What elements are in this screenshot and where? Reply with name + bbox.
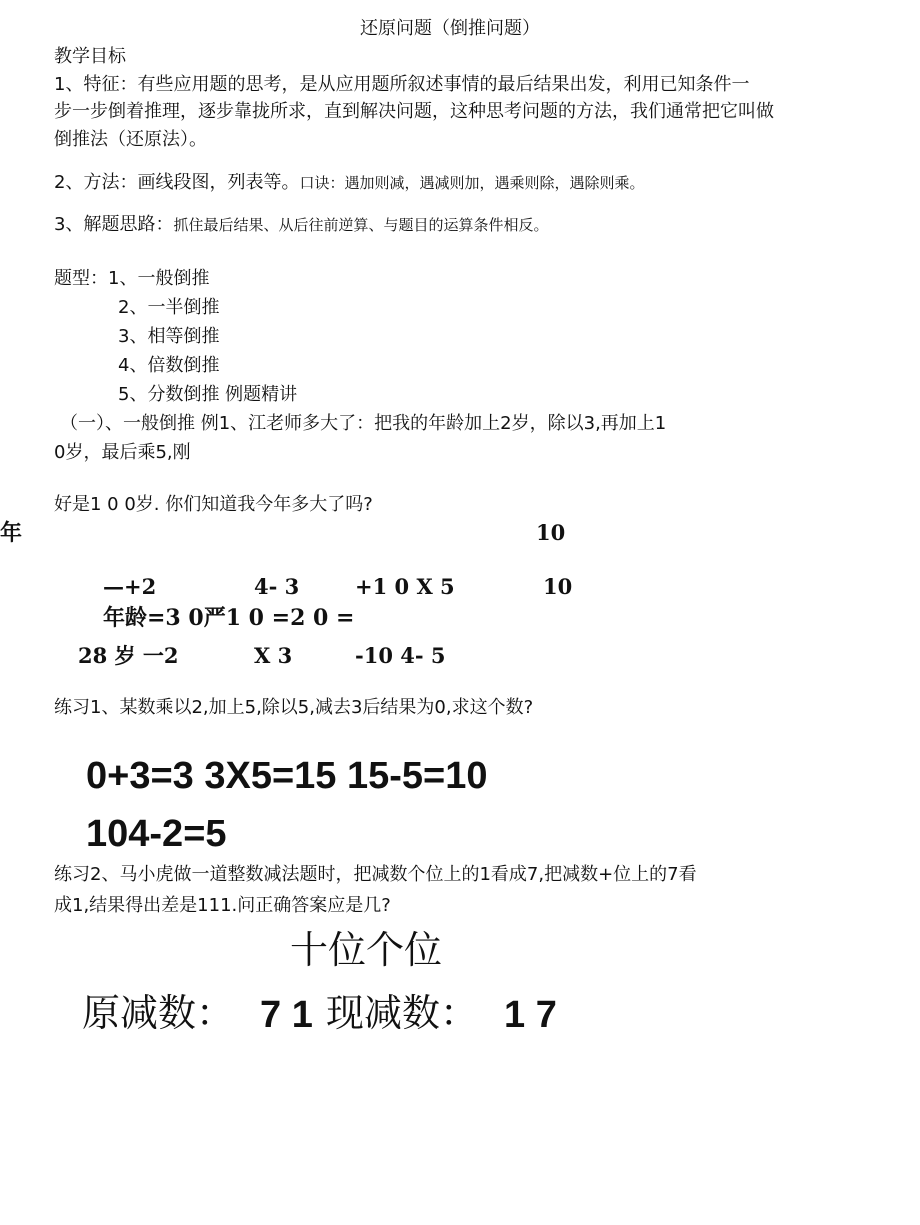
diagram-top-right-value: 10 bbox=[536, 520, 566, 545]
diagram-row1-c: +1 0 X 5 bbox=[355, 574, 455, 599]
diagram-row2: 年龄=3 0严1 0 =2 0 = bbox=[103, 605, 355, 631]
current-subtrahend-value: 1 7 bbox=[504, 994, 557, 1036]
goals-heading: 教学目标 bbox=[54, 46, 126, 67]
type-item-3: 3、相等倒推 bbox=[118, 326, 220, 347]
diagram-row3-c: -10 4- 5 bbox=[355, 643, 446, 668]
example1-line1: （一）、一般倒推 例1、江老师多大了：把我的年龄加上2岁，除以3,再加上1 bbox=[60, 413, 667, 434]
goal1-line1: 1、特征：有些应用题的思考，是从应用题所叙述事情的最后结果出发，利用已知条件一 bbox=[54, 74, 750, 95]
current-subtrahend-label: 现减数： bbox=[326, 991, 479, 1035]
goal3-line bbox=[54, 214, 548, 236]
type-item-5: 5、分数倒推 例题精讲 bbox=[118, 384, 298, 405]
type-item-2: 2、一半倒推 bbox=[118, 297, 220, 318]
type-item-4: 4、倍数倒推 bbox=[118, 355, 220, 376]
diagram-left-char: 年 bbox=[0, 520, 23, 546]
practice1-calc-line1: 0+3=3 3X5=15 15-5=10 bbox=[86, 755, 488, 797]
practice2-line1: 练习2、马小虎做一道整数减法题时，把减数个位上的1看成7,把减数+位上的7看 bbox=[54, 864, 697, 885]
original-subtrahend-value: 7 1 bbox=[260, 994, 313, 1036]
original-subtrahend-label: 原减数： bbox=[82, 991, 235, 1035]
goal2-small: 口诀：遇加则减，遇减则加，遇乘则除，遇除则乘。 bbox=[299, 174, 645, 192]
goal1-line2: 步一步倒着推理，逐步靠拢所求，直到解决问题，这种思考问题的方法，我们通常把它叫做 bbox=[54, 101, 774, 122]
page-title: 还原问题（倒推问题） bbox=[360, 18, 540, 39]
goal1-line3: 倒推法（还原法）。 bbox=[54, 129, 207, 150]
practice1-calc-line2: 104-2=5 bbox=[86, 813, 227, 855]
diagram-row1-a: —+2 bbox=[103, 574, 157, 599]
place-value-header: 十位个位 bbox=[290, 928, 443, 972]
diagram-row3-a: 28 岁 一2 bbox=[78, 643, 179, 668]
diagram-row3-b: X 3 bbox=[254, 643, 293, 668]
diagram-row1-d: 10 bbox=[543, 574, 573, 599]
example1-line2: 0岁，最后乘5,刚 bbox=[54, 442, 191, 463]
goal3-main: 3、解题思路： bbox=[54, 214, 174, 235]
types-heading: 题型：1、一般倒推 bbox=[54, 268, 210, 289]
diagram-row1-b: 4- 3 bbox=[254, 574, 300, 599]
practice2-line2: 成1,结果得出差是111.问正确答案应是几? bbox=[54, 895, 391, 916]
goal2-main: 2、方法：画线段图，列表等。 bbox=[54, 172, 300, 193]
goal3-small: 抓住最后结果、从后往前逆算、与题目的运算条件相反。 bbox=[173, 216, 549, 234]
goal2-line bbox=[54, 172, 644, 194]
practice1-question: 练习1、某数乘以2,加上5,除以5,减去3后结果为0,求这个数? bbox=[54, 697, 534, 718]
example1-line3: 好是1 0 0岁. 你们知道我今年多大了吗? bbox=[54, 494, 373, 515]
